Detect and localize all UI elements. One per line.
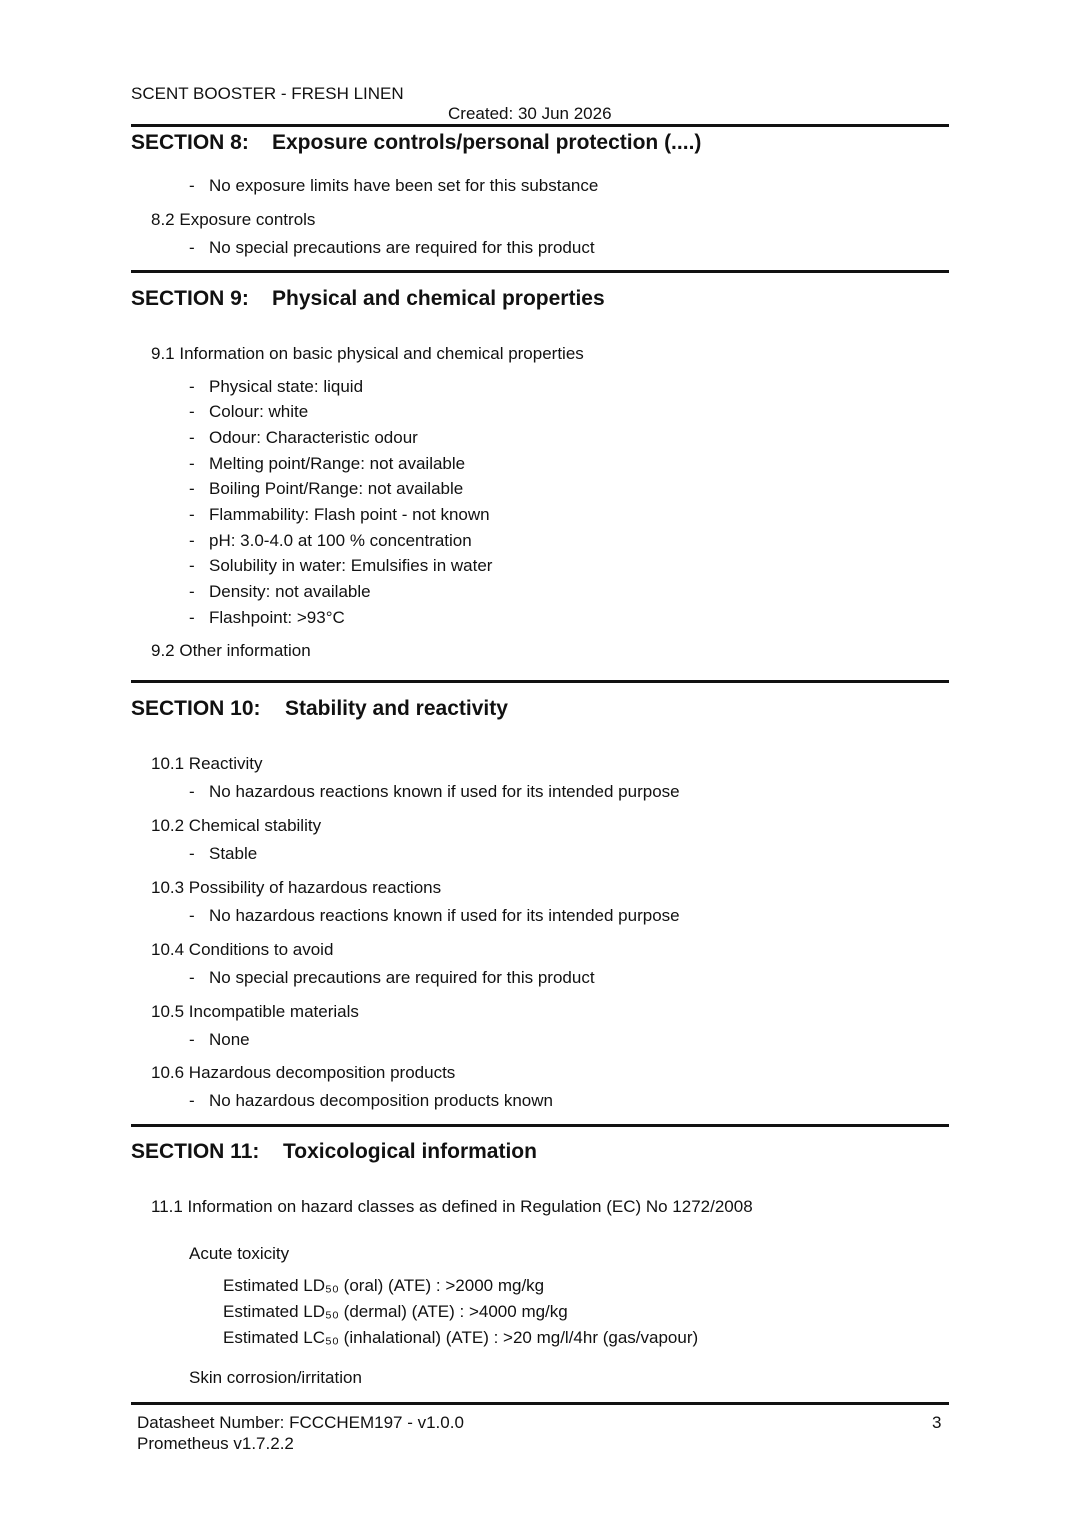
- section-number: SECTION 10:: [131, 697, 261, 720]
- page-number: 3: [932, 1413, 942, 1432]
- acute-toxicity-line: Estimated LD₅₀ (dermal) (ATE) : >4000 mg/kg: [223, 1302, 568, 1321]
- subsection-label: 10.2 Chemical stability: [151, 816, 322, 835]
- subsection-label: 9.2 Other information: [151, 641, 311, 660]
- list-item: - Colour: white: [189, 402, 309, 421]
- skin-corrosion-label: Skin corrosion/irritation: [189, 1368, 362, 1387]
- section-9-heading: [131, 287, 605, 311]
- created-date-line: [448, 104, 612, 124]
- section-8-heading: [131, 131, 701, 155]
- list-item: - No special precautions are required for this product: [189, 238, 595, 257]
- list-item: - Solubility in water: Emulsifies in water: [189, 556, 493, 575]
- section-number: SECTION 8:: [131, 131, 249, 154]
- list-item: - Flashpoint: >93°C: [189, 608, 345, 627]
- divider: [131, 124, 949, 127]
- created-label: Created:: [448, 104, 514, 123]
- list-item: - No exposure limits have been set for this substance: [189, 176, 599, 195]
- subsection-label: 10.6 Hazardous decomposition products: [151, 1063, 456, 1082]
- section-10-heading: [131, 697, 508, 721]
- subsection-label: 10.1 Reactivity: [151, 754, 263, 773]
- acute-toxicity-label: Acute toxicity: [189, 1244, 290, 1263]
- list-item: - Flammability: Flash point - not known: [189, 505, 490, 524]
- list-item: - No hazardous reactions known if used for its intended purpose: [189, 782, 680, 801]
- list-item: - Stable: [189, 844, 258, 863]
- product-name: SCENT BOOSTER - FRESH LINEN: [131, 84, 404, 103]
- list-item: - No hazardous decomposition products known: [189, 1091, 553, 1110]
- divider: [131, 680, 949, 683]
- section-11-heading: [131, 1140, 537, 1164]
- subsection-label: 10.3 Possibility of hazardous reactions: [151, 878, 442, 897]
- list-item: - No hazardous reactions known if used for its intended purpose: [189, 906, 680, 925]
- list-item: - Physical state: liquid: [189, 377, 364, 396]
- section-number: SECTION 9:: [131, 287, 249, 310]
- subsection-label: 8.2 Exposure controls: [151, 210, 316, 229]
- list-item: - No special precautions are required for this product: [189, 968, 595, 987]
- section-title: Toxicological information: [283, 1140, 537, 1163]
- section-number: SECTION 11:: [131, 1140, 260, 1163]
- divider: [131, 270, 949, 273]
- section-title: Physical and chemical properties: [272, 287, 605, 310]
- list-item: - Density: not available: [189, 582, 371, 601]
- list-item: - Odour: Characteristic odour: [189, 428, 418, 447]
- software-version: Prometheus v1.7.2.2: [137, 1434, 294, 1453]
- section-title: Exposure controls/personal protection (....): [272, 131, 702, 154]
- created-date: 30 Jun 2026: [517, 104, 612, 123]
- subsection-label: 11.1 Information on hazard classes as defined in Regulation (EC) No 1272/2008: [151, 1197, 753, 1216]
- subsection-label: 10.5 Incompatible materials: [151, 1002, 359, 1021]
- subsection-label: 9.1 Information on basic physical and chemical properties: [151, 344, 584, 363]
- list-item: - pH: 3.0-4.0 at 100 % concentration: [189, 531, 472, 550]
- divider: [131, 1124, 949, 1127]
- subsection-label: 10.4 Conditions to avoid: [151, 940, 334, 959]
- acute-toxicity-line: Estimated LD₅₀ (oral) (ATE) : >2000 mg/kg: [223, 1276, 545, 1295]
- list-item: - None: [189, 1030, 250, 1049]
- acute-toxicity-line: Estimated LC₅₀ (inhalational) (ATE) : >20 mg/l/4hr (gas/vapour): [223, 1328, 699, 1347]
- datasheet-number: Datasheet Number: FCCCHEM197 - v1.0.0: [137, 1413, 464, 1432]
- footer-divider: [131, 1402, 949, 1405]
- list-item: - Melting point/Range: not available: [189, 454, 466, 473]
- section-title: Stability and reactivity: [285, 697, 508, 720]
- list-item: - Boiling Point/Range: not available: [189, 479, 464, 498]
